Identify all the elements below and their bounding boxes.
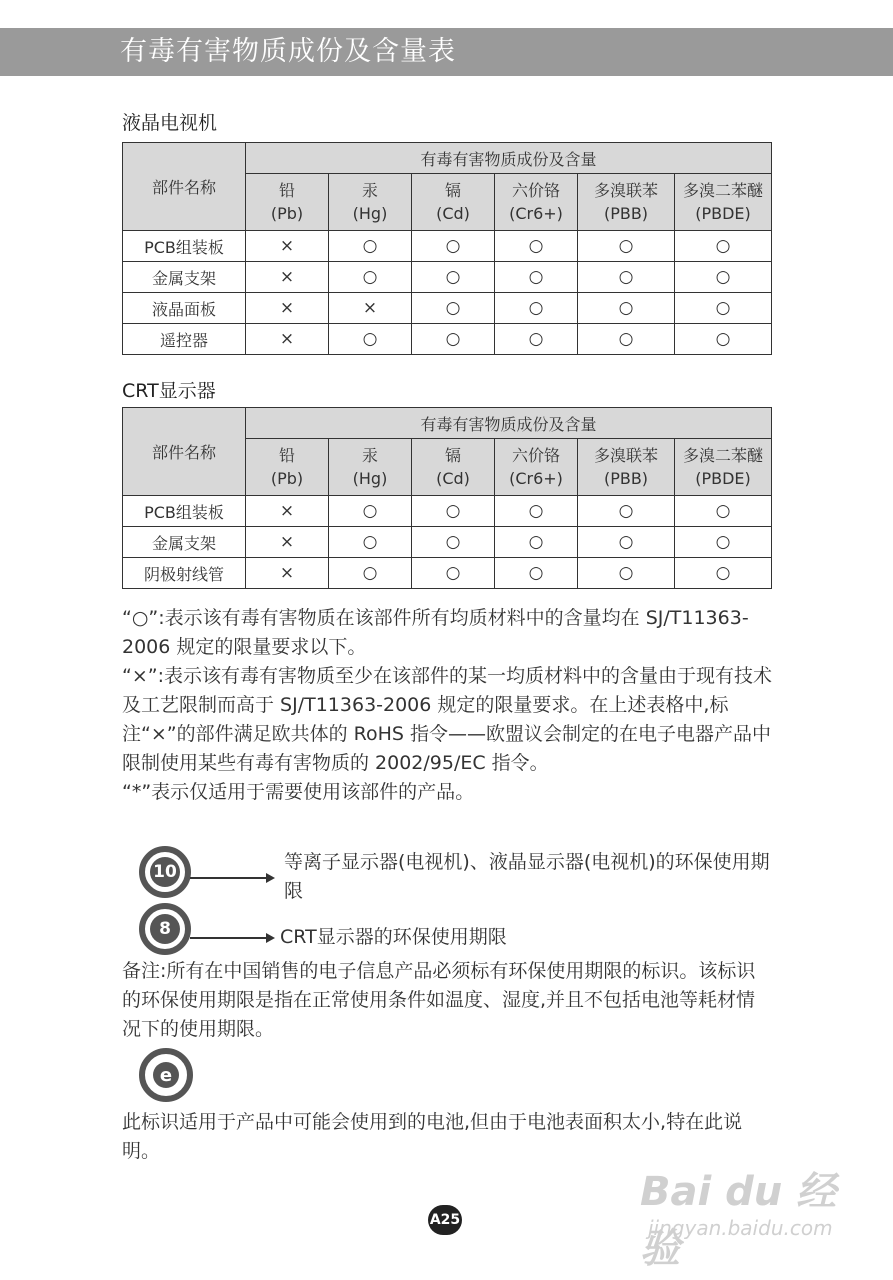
arrow-line (190, 937, 266, 939)
cross-note: “×”:表示该有毒有害物质至少在该部件的某一均质材料中的含量由于现有技术及工艺限制而高于 SJ/T11363-2006 规定的限量要求。在上述表格中,标注“×”的部件满足欧共体的 RoHS 指令——欧盟议会制定的在电子电器产品中限制使用某些有毒有害物质的 2002/95/EC 指令。 (122, 665, 773, 774)
substance-mark-cell: ○ (495, 558, 578, 589)
substance-mark-cell: ○ (578, 527, 675, 558)
part-name-cell: PCB组装板 (123, 496, 246, 527)
substance-mark-cell: × (246, 262, 329, 293)
substance-mark-cell: ○ (675, 496, 772, 527)
substance-header (246, 439, 329, 496)
substance-name: 镉 (444, 181, 461, 200)
header-bar (0, 28, 893, 76)
arrow-head-icon (266, 873, 275, 883)
table-row (123, 527, 772, 558)
substance-mark-cell: ○ (329, 231, 412, 262)
substance-mark-cell: ○ (495, 293, 578, 324)
substance-mark-cell: ○ (495, 527, 578, 558)
substance-name: 汞 (361, 446, 378, 465)
crt-section-title: CRT显示器 (122, 380, 216, 402)
table-row (123, 293, 772, 324)
substance-mark-cell: × (246, 231, 329, 262)
table-row (123, 231, 772, 262)
part-name-cell: 液晶面板 (123, 293, 246, 324)
substance-header (675, 439, 772, 496)
substance-symbol: (Pb) (270, 204, 304, 223)
substance-group-header: 有毒有害物质成份及含量 (246, 408, 772, 439)
substance-mark-cell: ○ (412, 527, 495, 558)
substance-name: 多溴二苯醚 (683, 446, 764, 465)
substance-mark-cell: ○ (412, 558, 495, 589)
substance-mark-cell: ○ (412, 324, 495, 355)
substance-header (578, 174, 675, 231)
substance-mark-cell: × (246, 558, 329, 589)
substance-group-header: 有毒有害物质成份及含量 (246, 143, 772, 174)
epup-8-number: 8 (150, 914, 180, 944)
substance-mark-cell: ○ (329, 496, 412, 527)
part-name-cell: 金属支架 (123, 527, 246, 558)
substance-mark-cell: × (246, 527, 329, 558)
part-name-cell: PCB组装板 (123, 231, 246, 262)
substance-symbol: (Cr6+) (509, 204, 563, 223)
part-name-cell: 遥控器 (123, 324, 246, 355)
battery-note: 此标识适用于产品中可能会使用到的电池,但由于电池表面积太小,特在此说明。 (122, 1111, 743, 1162)
substance-header (246, 174, 329, 231)
arrow-line (190, 877, 266, 879)
substance-mark-cell: ○ (578, 231, 675, 262)
substance-header (495, 439, 578, 496)
watermark-brand: Bai du 经验 (640, 1169, 837, 1272)
substance-symbol: (Cd) (436, 469, 470, 488)
substance-mark-cell: ○ (675, 293, 772, 324)
substance-mark-cell: ○ (675, 558, 772, 589)
lcd-substance-table (122, 142, 772, 355)
substance-name: 铅 (278, 446, 295, 465)
substance-header (675, 174, 772, 231)
substance-mark-cell: ○ (495, 231, 578, 262)
substance-symbol: (Pb) (270, 469, 304, 488)
substance-mark-cell: ○ (412, 262, 495, 293)
substance-header (495, 174, 578, 231)
table-row (123, 496, 772, 527)
substance-name: 多溴二苯醚 (683, 181, 764, 200)
legend-notes (122, 604, 772, 807)
epup-10-text: 等离子显示器(电视机)、液晶显示器(电视机)的环保使用期限 (284, 851, 770, 902)
part-name-header: 部件名称 (123, 408, 246, 496)
substance-header (578, 439, 675, 496)
substance-mark-cell: ○ (578, 496, 675, 527)
part-name-cell: 阴极射线管 (123, 558, 246, 589)
substance-mark-cell: × (246, 496, 329, 527)
epup-8-text: CRT显示器的环保使用期限 (280, 926, 507, 948)
substance-mark-cell: ○ (578, 262, 675, 293)
substance-symbol: (Cd) (436, 204, 470, 223)
substance-symbol: (PBDE) (695, 204, 751, 223)
page-title: 有毒有害物质成份及含量表 (120, 36, 456, 67)
substance-symbol: (PBB) (603, 469, 649, 488)
baidu-jingyan-watermark (640, 1150, 850, 1272)
substance-header (329, 174, 412, 231)
substance-mark-cell: ○ (412, 231, 495, 262)
substance-mark-cell: ○ (329, 558, 412, 589)
star-note: “*”表示仅适用于需要使用该部件的产品。 (122, 781, 475, 803)
part-name-header: 部件名称 (123, 143, 246, 231)
table-row (123, 262, 772, 293)
substance-mark-cell: ○ (578, 293, 675, 324)
lcd-section-title: 液晶电视机 (122, 112, 218, 134)
table-row (123, 324, 772, 355)
substance-name: 多溴联苯 (593, 181, 658, 200)
substance-name: 六价铬 (511, 181, 560, 200)
epup-8-icon (139, 903, 191, 955)
substance-mark-cell: ○ (495, 324, 578, 355)
substance-name: 多溴联苯 (593, 446, 658, 465)
substance-mark-cell: × (246, 293, 329, 324)
substance-mark-cell: ○ (495, 262, 578, 293)
substance-symbol: (Hg) (352, 469, 388, 488)
battery-e-icon (139, 1048, 193, 1102)
page-number: A25 (428, 1205, 462, 1235)
substance-mark-cell: ○ (329, 324, 412, 355)
substance-mark-cell: ○ (329, 262, 412, 293)
substance-mark-cell: ○ (495, 496, 578, 527)
substance-symbol: (Cr6+) (509, 469, 563, 488)
circle-note: “○”:表示该有毒有害物质在该部件所有均质材料中的含量均在 SJ/T11363-2006 规定的限量要求以下。 (122, 607, 749, 658)
substance-mark-cell: ○ (675, 324, 772, 355)
substance-mark-cell: ○ (675, 527, 772, 558)
remark-text: 备注:所有在中国销售的电子信息产品必须标有环保使用期限的标识。该标识的环保使用期限是指在正常使用条件如温度、湿度,并且不包括电池等耗材情况下的使用期限。 (122, 960, 756, 1040)
epup-10-icon (139, 846, 191, 898)
svg-text:e: e (159, 1065, 173, 1086)
substance-symbol: (Hg) (352, 204, 388, 223)
substance-mark-cell: ○ (412, 496, 495, 527)
part-name-cell: 金属支架 (123, 262, 246, 293)
substance-mark-cell: ○ (675, 262, 772, 293)
substance-header (412, 174, 495, 231)
substance-mark-cell: ○ (412, 293, 495, 324)
substance-mark-cell: × (329, 293, 412, 324)
watermark-url: jingyan.baidu.com (648, 1216, 833, 1240)
substance-mark-cell: ○ (329, 527, 412, 558)
epup-10-number: 10 (150, 857, 180, 887)
substance-name: 镉 (444, 446, 461, 465)
substance-mark-cell: ○ (578, 324, 675, 355)
substance-name: 六价铬 (511, 446, 560, 465)
substance-header (412, 439, 495, 496)
substance-symbol: (PBB) (603, 204, 649, 223)
substance-name: 汞 (361, 181, 378, 200)
substance-mark-cell: ○ (675, 231, 772, 262)
substance-symbol: (PBDE) (695, 469, 751, 488)
substance-header (329, 439, 412, 496)
crt-substance-table (122, 407, 772, 589)
substance-mark-cell: ○ (578, 558, 675, 589)
substance-mark-cell: × (246, 324, 329, 355)
table-row (123, 558, 772, 589)
arrow-head-icon (266, 933, 275, 943)
substance-name: 铅 (278, 181, 295, 200)
